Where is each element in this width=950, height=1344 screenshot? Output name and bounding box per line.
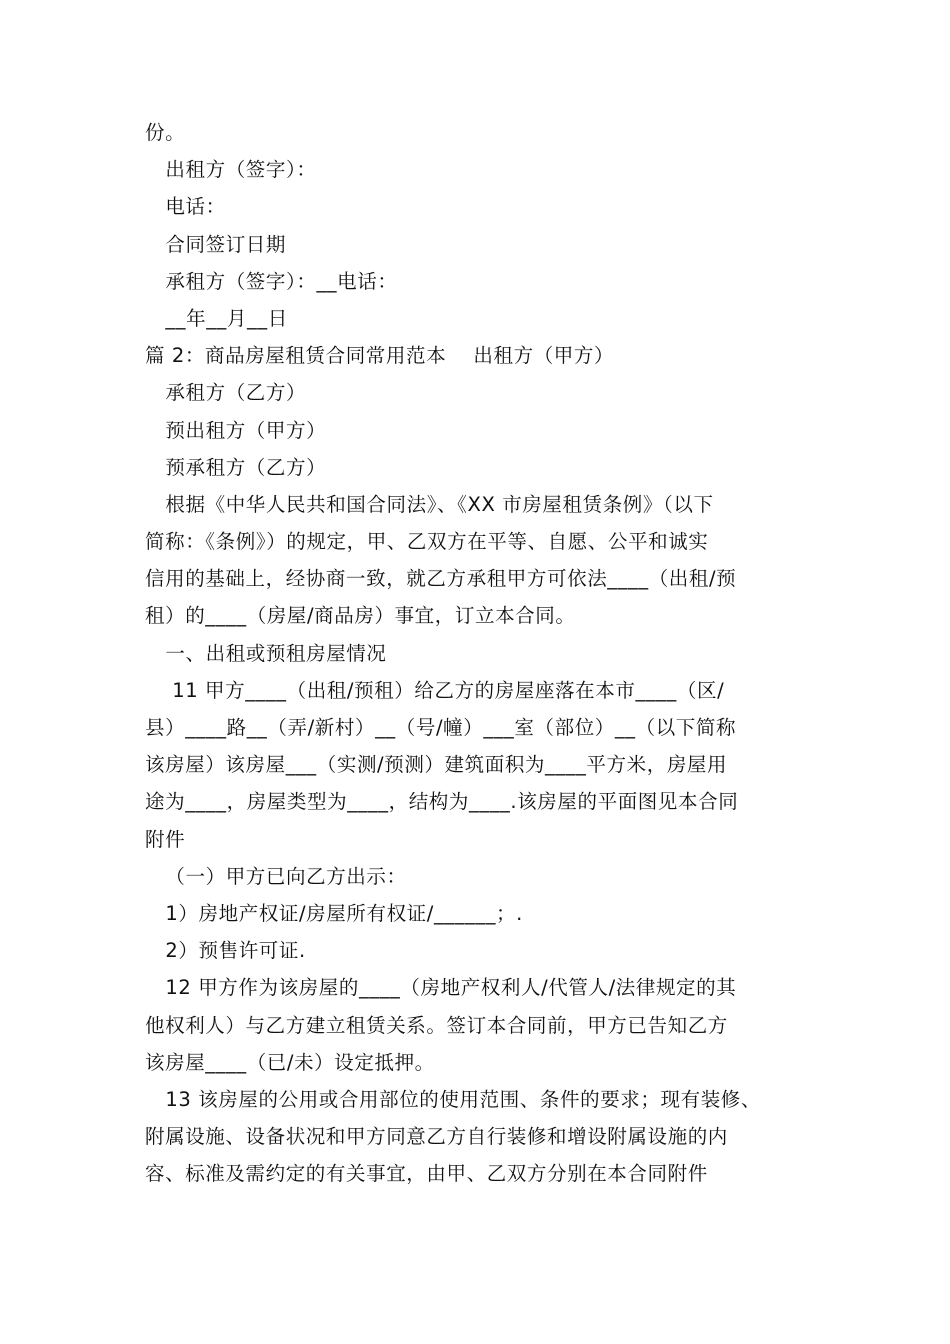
text-line: 租）的____（房屋/商品房）事宜，订立本合同。 [145,604,576,628]
document-body [145,114,815,1192]
text-line: 根据《中华人民共和国合同法》、《XX 市房屋租赁条例》（以下 [145,492,714,516]
text-line: 途为____，房屋类型为____，结构为____.该房屋的平面图见本合同 [145,790,739,814]
text-line: 预承租方（乙方） [145,455,327,479]
text-line: 他权利人）与乙方建立租赁关系。签订本合同前，甲方已告知乙方 [145,1013,728,1037]
text-line: 合同签订日期 [145,232,286,256]
text-line: 简称：《条例》）的规定，甲、乙双方在平等、自愿、公平和诚实 [145,530,709,554]
text-line: 11 甲方____（出租/预租）给乙方的房屋座落在本市____（区/ [145,678,725,702]
text-line: 份。 [145,121,186,144]
text-line: 承租方（签字）：__电话： [145,269,398,293]
text-line: 容、标准及需约定的有关事宜，由甲、乙双方分别在本合同附件 [145,1162,708,1186]
text-line: 2）预售许可证. [145,939,306,963]
text-line: 附属设施、设备状况和甲方同意乙方自行装修和增设附属设施的内 [145,1125,728,1149]
text-line: 该房屋____（已/未）设定抵押。 [145,1050,435,1074]
text-line: 承租方（乙方） [145,381,307,405]
text-line: （一）甲方已向乙方出示： [145,864,407,888]
text-line: __年__月__日 [145,306,288,330]
text-line: 预出租方（甲方） [145,418,327,442]
text-line: 1）房地产权证/房屋所有权证/______；. [145,901,523,925]
text-line: 13 该房屋的公用或合用部位的使用范围、条件的要求；现有装修、 [145,1087,762,1111]
text-line: 该房屋）该房屋___（实测/预测）建筑面积为____平方米，房屋用 [145,753,728,777]
subsection-heading: 一、出租或预租房屋情况 [145,641,387,665]
text-line: 信用的基础上，经协商一致，就乙方承租甲方可依法____（出租/预 [145,567,737,591]
text-line: 电话： [145,195,226,219]
text-line: 12 甲方作为该房屋的____（房地产权利人/代管人/法律规定的其 [145,976,737,1000]
section-heading: 篇 2：商品房屋租赁合同常用范本 出租方（甲方） [145,344,615,368]
text-line: 出租方（签字）： [145,158,317,182]
text-line: 县）____路__（弄/新村）__（号/幢）___室（部位）__（以下简称 [145,716,737,739]
text-line: 附件 [145,827,186,851]
